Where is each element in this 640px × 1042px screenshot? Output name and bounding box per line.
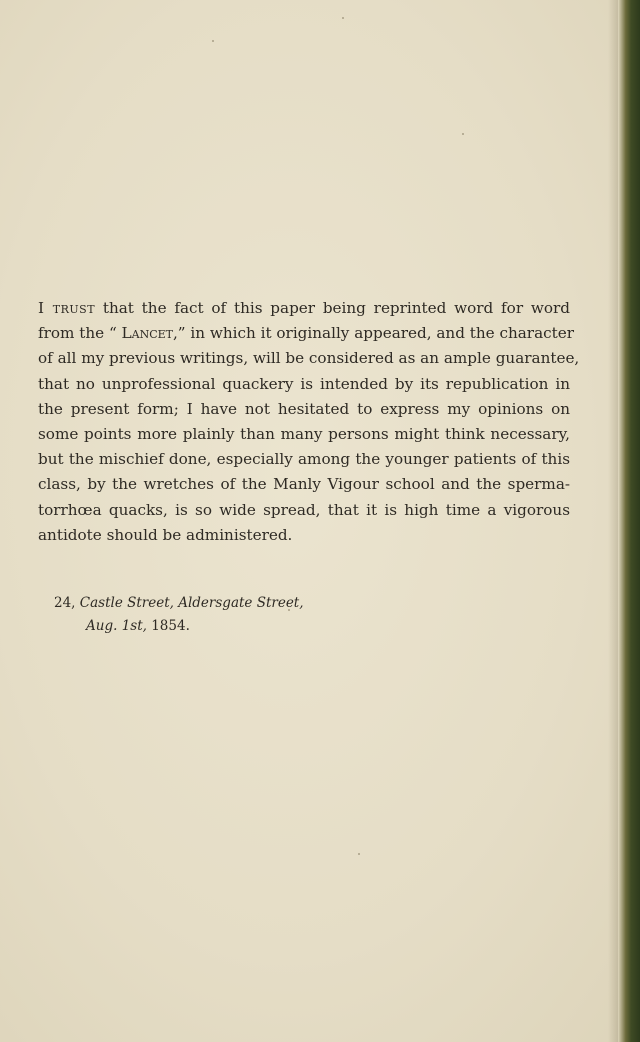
preface-paragraph (38, 296, 580, 548)
signature-block (54, 592, 304, 638)
paragraph-line (38, 321, 574, 346)
paragraph-line: antidote should be administered. (38, 525, 293, 544)
paper-speck (358, 853, 360, 855)
paragraph-line: the present form; I have not hesitated to express my opinions on (38, 399, 570, 418)
paragraph-line: that no unprofessional quackery is intended by its republication in (38, 374, 570, 393)
paragraph-line: some points more plainly than many persons might think necessary, (38, 425, 570, 444)
paper-speck (462, 133, 464, 135)
paragraph-line: class, by the wretches of the Manly Vigour school and the sperma- (38, 475, 570, 494)
paragraph-line: torrhœa quacks, is so wide spread, that it is high time a vigorous (38, 500, 570, 519)
paragraph-line-text: ,” in which it originally appeared, and the character (172, 324, 574, 343)
address-street: Castle Street, Aldersgate Street, (79, 595, 304, 611)
date-day: 1st, (121, 618, 147, 634)
paragraph-line-text: that the fact of this paper being reprinted word for word (95, 299, 570, 317)
address-number: 24, (54, 595, 76, 611)
paper-speck (212, 40, 214, 42)
date-year: 1854. (151, 618, 190, 634)
paragraph-line (38, 296, 570, 321)
binding-shadow (608, 0, 618, 1042)
paragraph-lead-word: I trust (38, 299, 96, 317)
paper-speck (342, 17, 344, 19)
paragraph-line-text: from the “ (38, 324, 122, 343)
address-line (54, 592, 304, 615)
lancet-title: Lancet (121, 324, 173, 343)
date-month: Aug. (86, 618, 118, 634)
book-binding-edge (618, 0, 640, 1042)
paragraph-line: but the mischief done, especially among the younger patients of this (38, 450, 570, 469)
paragraph-line: of all my previous writings, will be considered as an ample guarantee, (38, 349, 580, 368)
date-line (54, 615, 304, 638)
